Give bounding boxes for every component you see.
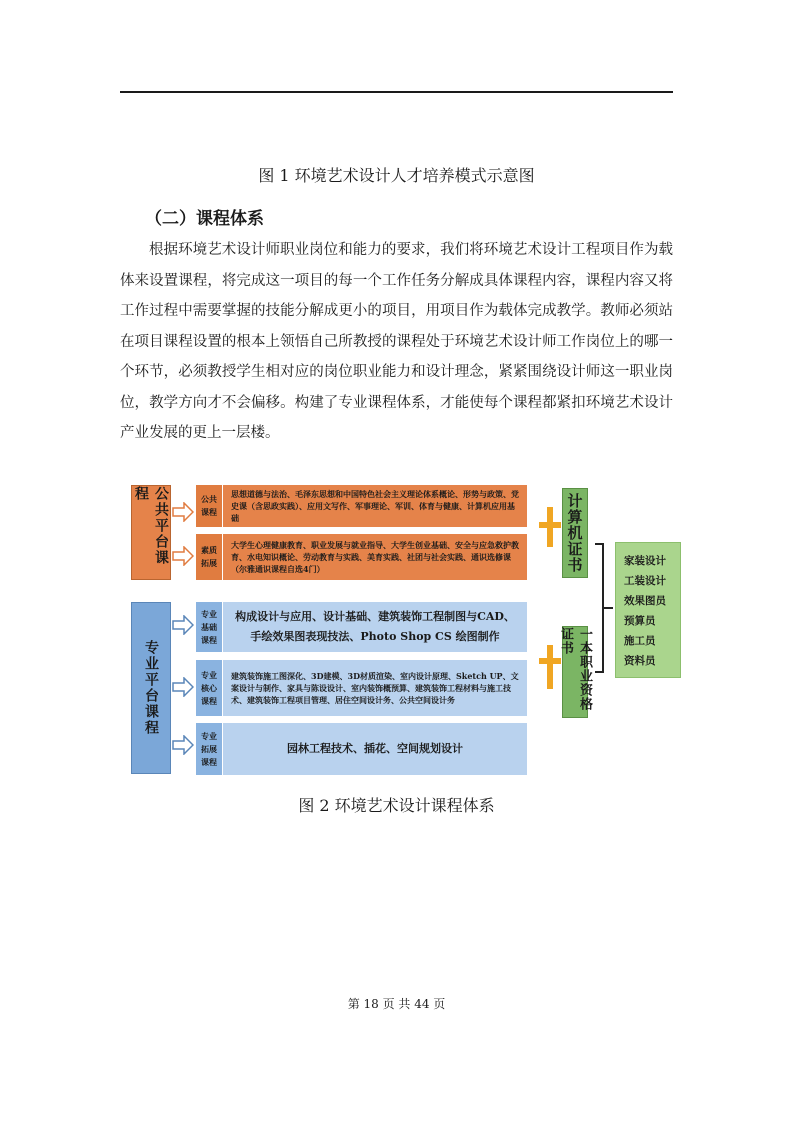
tag-text: 课程 xyxy=(201,695,217,706)
tag-text: 素质 xyxy=(201,545,217,555)
tag-text: 拓展 xyxy=(201,743,217,754)
row-content-extension xyxy=(223,723,527,775)
row-content-basic xyxy=(223,602,527,652)
tag-text: 拓展 xyxy=(201,558,217,568)
arrow-right-icon xyxy=(172,615,194,635)
row-tag-extension xyxy=(196,723,222,775)
tag-text: 课程 xyxy=(201,507,217,517)
header-rule xyxy=(120,91,673,93)
arrow-right-icon xyxy=(172,677,194,697)
tag-text: 核心 xyxy=(201,682,217,693)
arrow-right-icon xyxy=(172,546,194,566)
job-item: 资料员 xyxy=(624,655,656,667)
tag-text: 专业 xyxy=(201,608,217,619)
public-platform-label: 公共平台课程 xyxy=(131,485,171,580)
arrow-right-icon xyxy=(172,502,194,522)
row-content-quality xyxy=(223,534,527,580)
figure-1-caption: 图 1 环境艺术设计人才培养模式示意图 xyxy=(258,166,535,185)
row-content-core xyxy=(223,660,527,716)
arrow-right-icon xyxy=(172,735,194,755)
tag-text: 公共 xyxy=(201,494,217,504)
job-positions-box xyxy=(615,542,681,678)
figure-2-caption: 图 2 环境艺术设计课程体系 xyxy=(298,796,495,815)
vocational-certificate-label: 一本职业资格证书 xyxy=(562,626,588,718)
tag-text: 课程 xyxy=(201,634,217,645)
section-heading: （二）课程体系 xyxy=(145,209,264,229)
row-tag-quality xyxy=(196,534,222,580)
computer-certificate-label: 计算机证书 xyxy=(562,488,588,578)
job-item: 效果图员 xyxy=(624,595,666,607)
course-system-diagram xyxy=(131,480,671,780)
page-footer: 第 18 页 共 44 页 xyxy=(347,997,446,1011)
tag-text: 课程 xyxy=(201,756,217,767)
job-item: 施工员 xyxy=(624,635,656,647)
row-tag-core xyxy=(196,660,222,716)
row-text: 大学生心理健康教育、职业发展与就业指导、大学生创业基础、安全与应急救护教育、水电知识概论、劳动教育与实践、美育实践、社团与社会实践、通识选修课（尔雅通识课程自选4门） xyxy=(231,540,519,574)
bracket-connector xyxy=(593,542,615,674)
tag-text: 专业 xyxy=(201,730,217,741)
row-text: 构成设计与应用、设计基础、建筑装饰工程制图与CAD、手绘效果图表现技法、Photo Shop CS 绘图制作 xyxy=(235,610,515,643)
job-item: 工装设计 xyxy=(624,575,666,587)
row-tag-public xyxy=(196,485,222,527)
row-text: 建筑装饰施工图深化、3D建模、3D材质渲染、室内设计原理、Sketch UP、文案设计与制作、家具与陈设设计、室内装饰概预算、建筑装饰工程材料与施工技术、建筑装饰工程项目管理、居住空间设计务、公共空间设计务 xyxy=(231,671,519,705)
job-item: 家装设计 xyxy=(624,555,666,567)
professional-platform-label: 专业平台课程 xyxy=(131,602,171,774)
tag-text: 专业 xyxy=(201,669,217,680)
row-text: 思想道德与法治、毛泽东思想和中国特色社会主义理论体系概论、形势与政策、党史课（含思政实践）、应用文写作、军事理论、军训、体育与健康、计算机应用基础 xyxy=(231,489,519,523)
body-paragraph xyxy=(120,235,673,449)
row-content-public xyxy=(223,485,527,527)
plus-icon xyxy=(539,507,561,547)
row-text: 园林工程技术、插花、空间规划设计 xyxy=(287,742,463,755)
paragraph-text: 根据环境艺术设计师职业岗位和能力的要求，我们将环境艺术设计工程项目作为载体来设置课程，将完成这一项目的每一个工作任务分解成具体课程内容，课程内容又将工作过程中需要掌握的技能分解成更小的项目，用项目作为载体完成教学。教师必须站在项目课程设置的根本上领悟自己所教授的课程处于环境艺术设计师工作岗位上的哪一个环节，必须教授学生相对应的岗位职业能力和设计理念，紧紧围绕设计师这一职业岗位，教学方向才不会偏移。构建了专业课程体系，才能使每个课程都紧扣环境艺术设计产业发展的更上一层楼。 xyxy=(120,242,673,441)
row-tag-basic xyxy=(196,602,222,652)
tag-text: 基础 xyxy=(201,621,217,632)
job-item: 预算员 xyxy=(624,615,656,627)
